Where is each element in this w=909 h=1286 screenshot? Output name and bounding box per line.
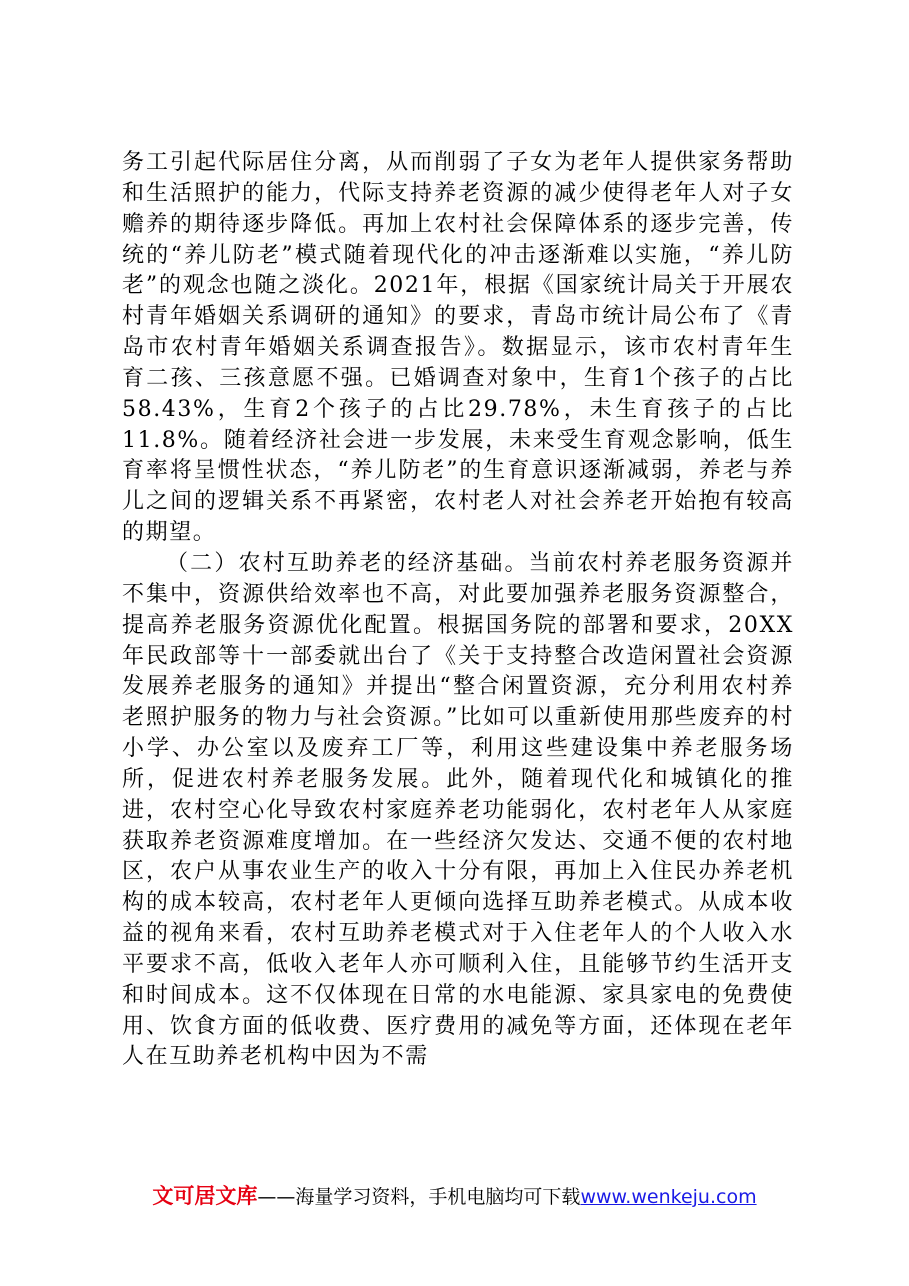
document-body [122, 148, 794, 1073]
website-link[interactable]: www.wenkeju.com [580, 1186, 757, 1208]
paragraph: 务工引起代际居住分离，从而削弱了子女为老年人提供家务帮助和生活照护的能力，代际支持养老资源的减少使得老年人对子女赡养的期待逐步降低。再加上农村社会保障体系的逐步完善，传统的“养儿防老”模式随着现代化的冲击逐渐难以实施，“养儿防老”的观念也随之淡化。2021年，根据《国家统计局关于开展农村青年婚姻关系调研的通知》的要求，青岛市统计局公布了《青岛市农村青年婚姻关系调查报告》。数据显示，该市农村青年生育二孩、三孩意愿不强。已婚调查对象中，生育1个孩子的占比58.43%，生育2个孩子的占比29.78%，未生育孩子的占比11.8%。随着经济社会进一步发展，未来受生育观念影响，低生育率将呈惯性状态，“养儿防老”的生育意识逐渐减弱，养老与养儿之间的逻辑关系不再紧密，农村老人对社会养老开始抱有较高的期望。 [122, 150, 794, 546]
footer-banner [0, 1180, 909, 1213]
brand-name: 文可居文库 [152, 1184, 258, 1208]
paragraph: （二）农村互助养老的经济基础。当前农村养老服务资源并不集中，资源供给效率也不高，对此要加强养老服务资源整合，提高养老服务资源优化配置。根据国务院的部署和要求，20XX年民政部等十一部委就出台了《关于支持整合改造闲置社会资源发展养老服务的通知》并提出“整合闲置资源，充分利用农村养老照护服务的物力与社会资源。”比如可以重新使用那些废弃的村小学、办公室以及废弃工厂等，利用这些建设集中养老服务场所，促进农村养老服务发展。此外，随着现代化和城镇化的推进，农村空心化导致农村家庭养老功能弱化，农村老年人从家庭获取养老资源难度增加。在一些经济欠发达、交通不便的农村地区，农户从事农业生产的收入十分有限，再加上入住民办养老机构的成本较高，农村老年人更倾向选择互助养老模式。从成本收益的视角来看，农村互助养老模式对于入住老年人的个人收入水平要求不高，低收入老年人亦可顺利入住，且能够节约生活开支和时间成本。这不仅体现在日常的水电能源、家具家电的免费使用、饮食方面的低收费、医疗费用的减免等方面，还体现在老年人在互助养老机构中因为不需 [122, 550, 794, 1070]
footer-slogan: ——海量学习资料，手机电脑均可下载 [257, 1186, 581, 1208]
